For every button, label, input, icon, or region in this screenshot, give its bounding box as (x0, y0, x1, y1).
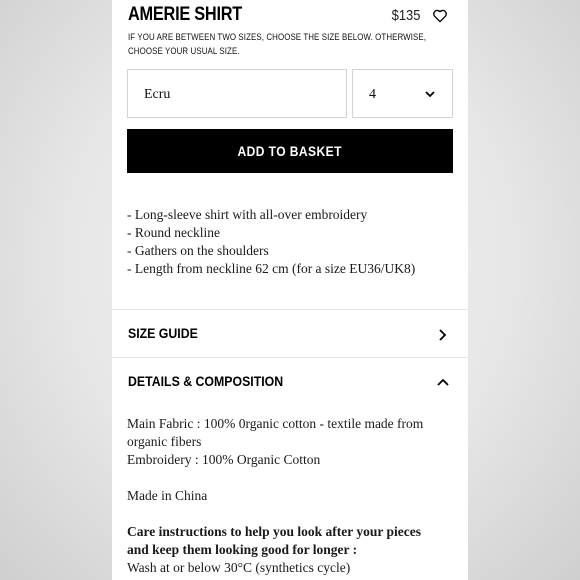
description-line: - Gathers on the shoulders (127, 243, 269, 258)
add-to-basket-button[interactable] (127, 129, 453, 173)
product-header (128, 4, 452, 26)
divider (112, 309, 468, 310)
size-advice-note: IF YOU ARE BETWEEN TWO SIZES, CHOOSE THE SIZE BELOW. OTHERWISE, CHOOSE YOUR USUAL SIZE. (128, 32, 427, 56)
chevron-right-icon (436, 328, 450, 342)
product-description (127, 206, 457, 278)
description-line: - Length from neckline 62 cm (for a size EU36/UK8) (127, 261, 416, 276)
heart-icon[interactable] (432, 8, 448, 24)
divider (112, 357, 468, 358)
origin-text: Made in China (127, 488, 208, 503)
details-label: DETAILS & COMPOSITION (128, 373, 284, 389)
chevron-down-icon (424, 88, 436, 100)
color-select[interactable] (127, 69, 347, 118)
details-accordion[interactable] (128, 373, 452, 393)
care-heading: and keep them looking good for longer : (127, 542, 358, 557)
size-guide-accordion[interactable] (128, 325, 452, 345)
product-panel (112, 0, 468, 580)
care-heading: Care instructions to help you look after your pieces (127, 524, 421, 539)
product-title: AMERIE SHIRT (128, 4, 243, 25)
description-line: - Long-sleeve shirt with all-over embroidery (127, 207, 368, 222)
description-line: - Round neckline (127, 225, 220, 240)
wash-instruction: Wash at or below 30°C (synthetics cycle) (127, 560, 351, 575)
add-to-basket-label: ADD TO BASKET (237, 143, 343, 159)
size-guide-label: SIZE GUIDE (128, 325, 198, 341)
embroidery-text: Embroidery : 100% Organic Cotton (127, 452, 321, 467)
chevron-up-icon (436, 376, 450, 390)
product-price: $135 (391, 7, 420, 24)
details-content (127, 415, 457, 577)
fabric-text: organic fibers (127, 434, 202, 449)
size-value: 4 (369, 87, 376, 102)
color-value: Ecru (144, 87, 171, 102)
size-select[interactable] (352, 69, 453, 118)
fabric-text: Main Fabric : 100% 0rganic cotton - textile made from (127, 416, 424, 431)
